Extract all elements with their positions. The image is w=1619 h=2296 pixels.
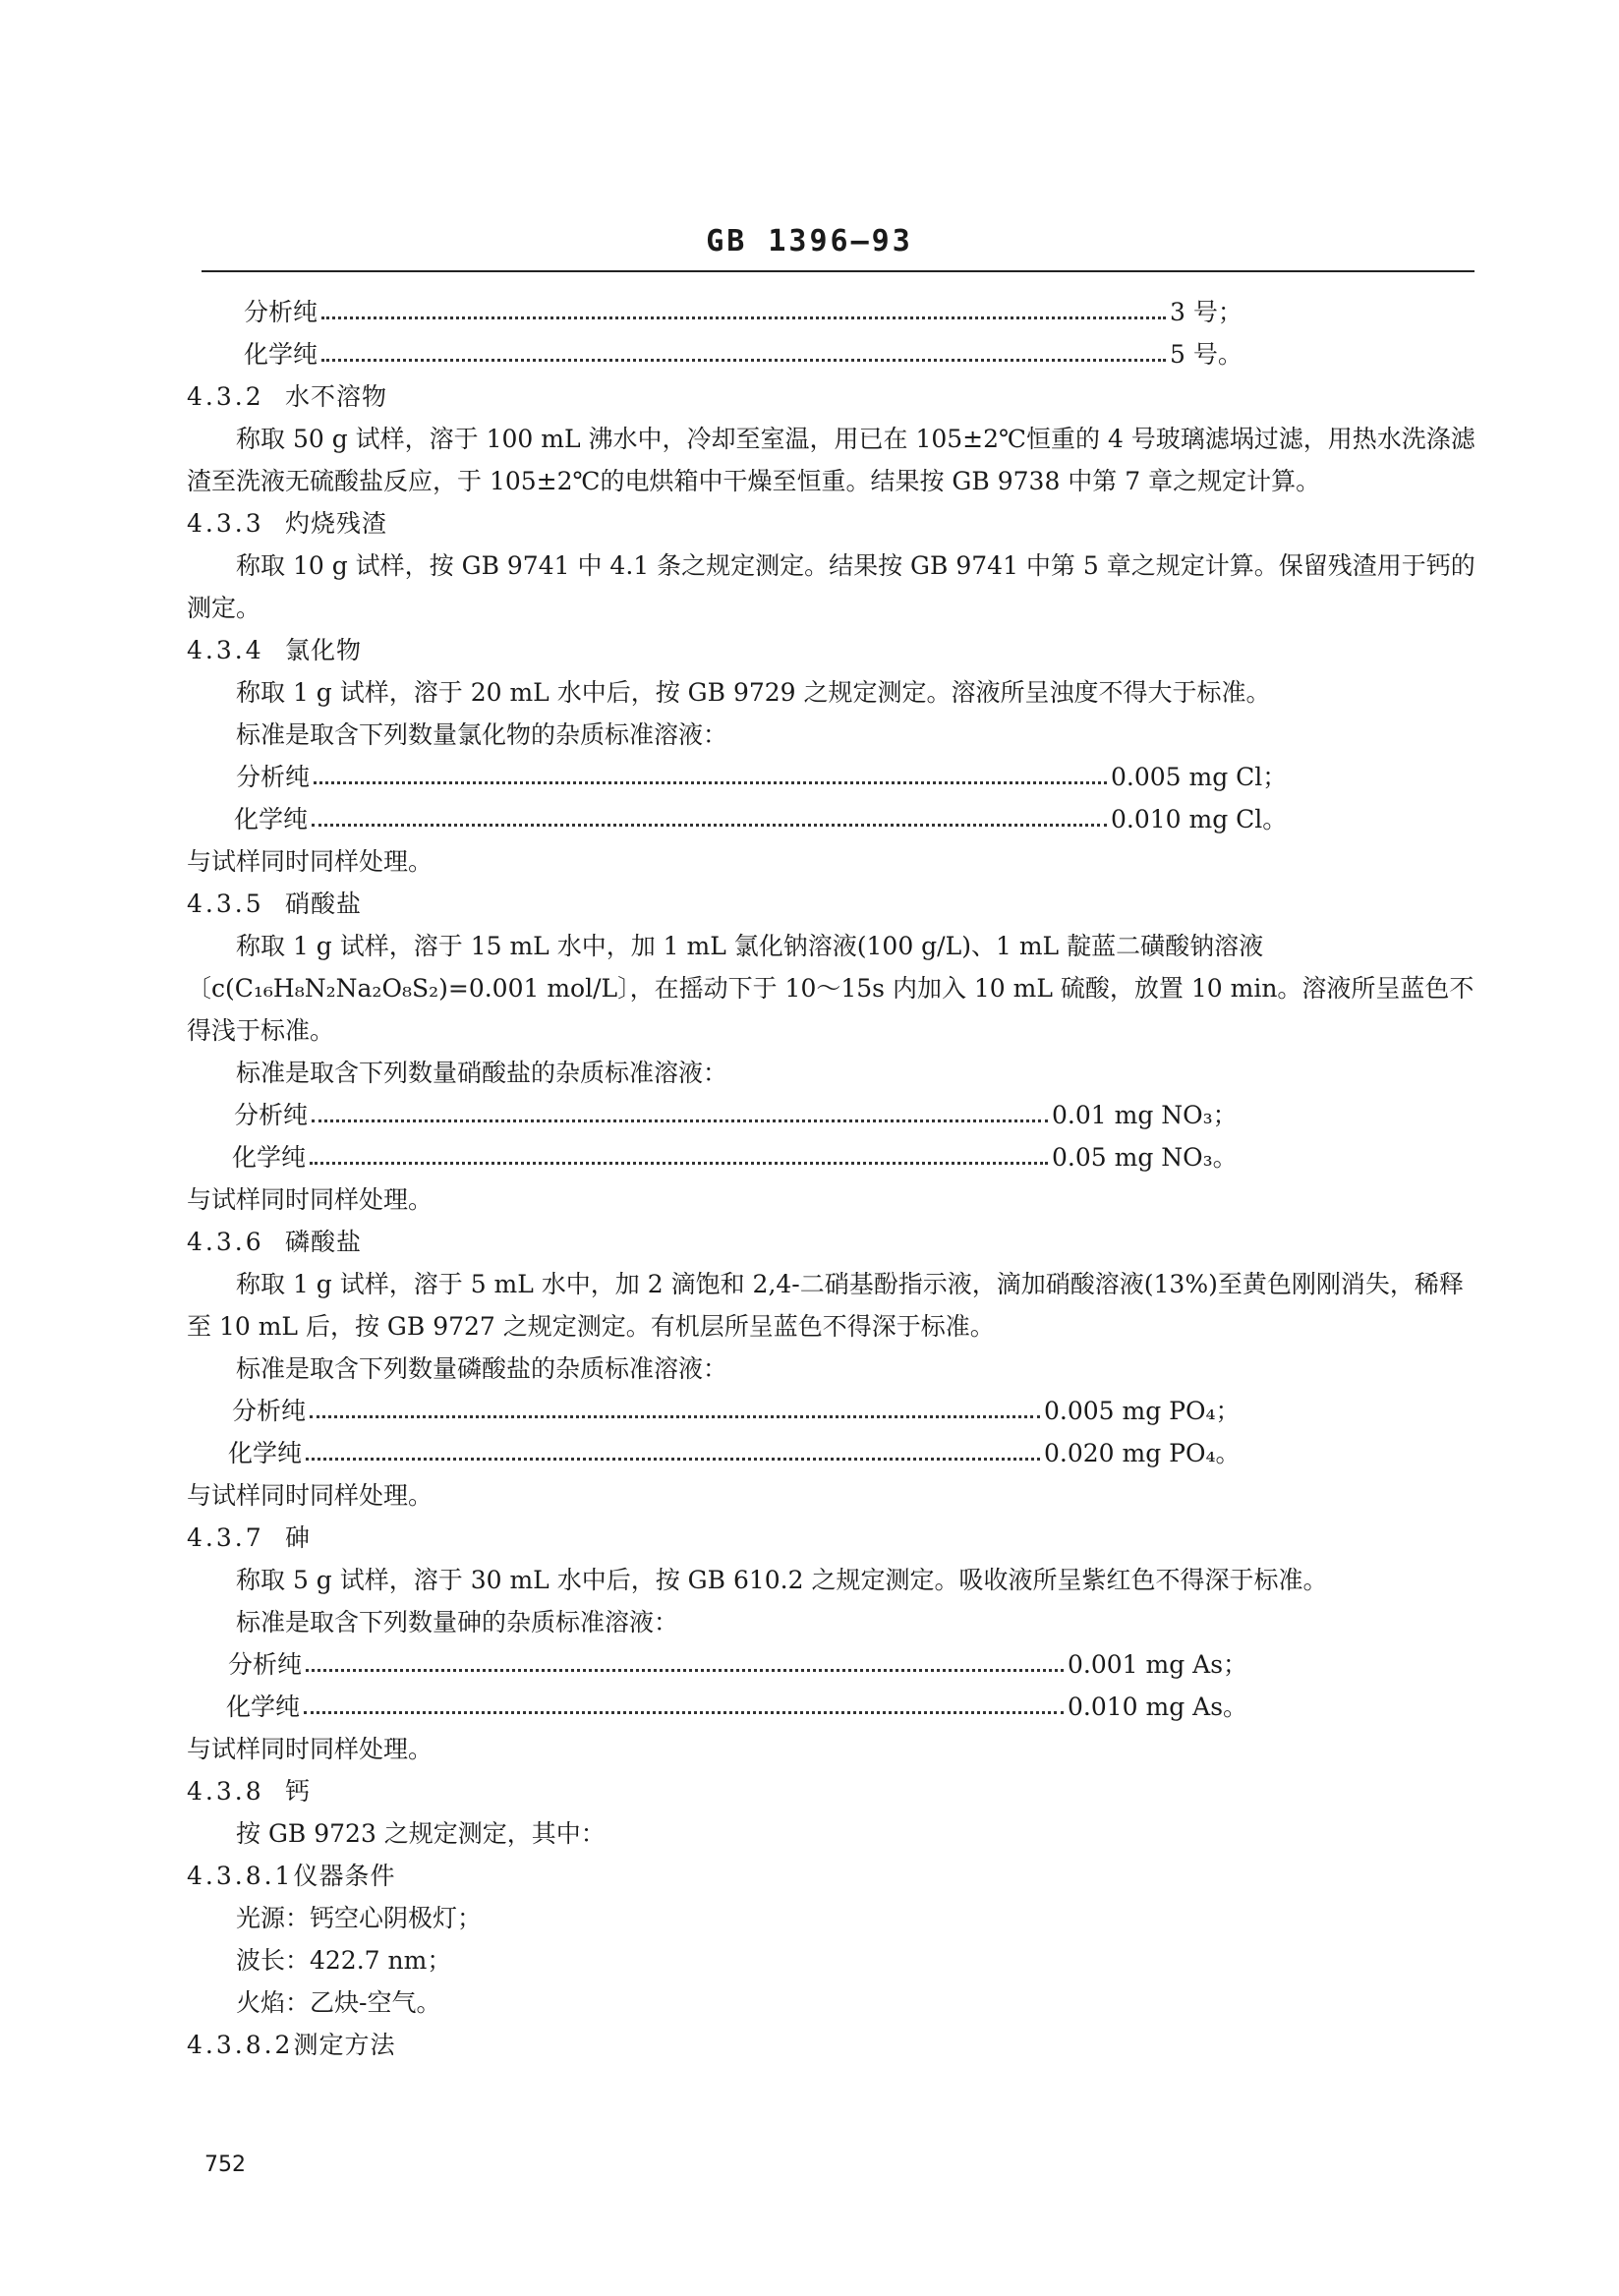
grade-label: 化学纯: [228, 1439, 303, 1467]
section-title: 仪器条件: [293, 1862, 396, 1890]
section-number: 4.3.6: [187, 1228, 264, 1256]
grade-line: [187, 333, 1476, 375]
indented-line: 波长：422.7 nm；: [236, 1946, 452, 1975]
section-heading-4-3-8-2: [187, 2024, 1476, 2066]
grade-line: [187, 756, 1476, 798]
section-title: 水不溶物: [285, 382, 388, 411]
section-heading-4-3-3: [187, 502, 1476, 545]
plain-line: 与试样同时同样处理。: [187, 1481, 434, 1510]
document-header: GB 1396—93: [706, 224, 913, 258]
section-title: 测定方法: [293, 2031, 396, 2059]
grade-value: 0.005 mg PO₄；: [1044, 1397, 1241, 1425]
grade-value: 5 号。: [1170, 340, 1243, 369]
dot-leader: [312, 1119, 1048, 1122]
page-number: 752: [204, 2152, 246, 2177]
grade-label: 分析纯: [236, 763, 311, 791]
indented-line: 称取 1 g 试样，溶于 20 mL 水中后，按 GB 9729 之规定测定。溶液所呈浊度不得大于标准。: [236, 678, 1271, 707]
section-heading-4-3-5: [187, 883, 1476, 925]
dot-leader: [321, 359, 1166, 362]
indented-line: 火焰：乙炔-空气。: [236, 1988, 441, 2017]
section-title: 钙: [285, 1777, 312, 1806]
grade-label: 化学纯: [226, 1693, 301, 1721]
plain-line: 与试样同时同样处理。: [187, 847, 434, 876]
section-heading-4-3-2: [187, 375, 1476, 418]
paragraph: 称取 10 g 试样，按 GB 9741 中 4.1 条之规定测定。结果按 GB 9741 中第 5 章之规定计算。保留残渣用于钙的测定。: [187, 551, 1475, 622]
section-number: 4.3.4: [187, 636, 264, 664]
grade-line: [187, 1136, 1476, 1178]
grade-label: 化学纯: [244, 340, 318, 369]
paragraph: 称取 1 g 试样，溶于 15 mL 水中，加 1 mL 氯化钠溶液(100 g/L)、1 mL 靛蓝二磺酸钠溶液〔c(C₁₆H₈N₂Na₂O₈S₂)=0.001 mol/L〕，在摇动下于 10～15s 内加入 10 mL 硫酸，放置 10 min。溶液所呈蓝色不得浅于标准。: [187, 932, 1474, 1045]
dot-leader: [304, 1711, 1064, 1714]
dot-leader: [306, 1669, 1064, 1672]
indented-line: 标准是取含下列数量硝酸盐的杂质标准溶液：: [236, 1059, 728, 1087]
grade-label: 分析纯: [244, 298, 318, 326]
indented-line: 光源：钙空心阴极灯；: [236, 1904, 483, 1932]
dot-leader: [310, 1162, 1048, 1165]
indented-line: 称取 5 g 试样，溶于 30 mL 水中后，按 GB 610.2 之规定测定。吸收液所呈紫红色不得深于标准。: [236, 1566, 1328, 1594]
grade-label: 分析纯: [234, 1101, 309, 1129]
dot-leader: [306, 1458, 1040, 1461]
grade-line: [187, 1390, 1476, 1432]
plain-line: 与试样同时同样处理。: [187, 1185, 434, 1214]
plain-line: 与试样同时同样处理。: [187, 1735, 434, 1763]
paragraph: 称取 50 g 试样，溶于 100 mL 沸水中，冷却至室温，用已在 105±2℃恒重的 4 号玻璃滤埚过滤，用热水洗涤滤渣至洗液无硫酸盐反应，于 105±2℃的电烘箱中干燥至恒重。结果按 GB 9738 中第 7 章之规定计算。: [187, 425, 1475, 495]
grade-value: 0.05 mg NO₃。: [1052, 1143, 1238, 1172]
section-heading-4-3-8: [187, 1770, 1476, 1812]
section-heading-4-3-6: [187, 1221, 1476, 1263]
grade-label: 化学纯: [234, 805, 309, 833]
grade-line: [187, 1643, 1476, 1686]
indented-line: 标准是取含下列数量氯化物的杂质标准溶液：: [236, 720, 728, 749]
section-title: 灼烧残渣: [285, 509, 388, 538]
dot-leader: [310, 1415, 1040, 1418]
grade-line: [187, 1432, 1476, 1474]
section-title: 磷酸盐: [285, 1228, 363, 1256]
section-number: 4.3.7: [187, 1523, 264, 1552]
section-title: 氯化物: [285, 636, 363, 664]
grade-label: 分析纯: [228, 1650, 303, 1679]
indented-line: 标准是取含下列数量磷酸盐的杂质标准溶液：: [236, 1354, 728, 1383]
dot-leader: [314, 781, 1107, 784]
grade-value: 0.010 mg As。: [1068, 1693, 1248, 1721]
grade-value: 0.005 mg Cl；: [1111, 763, 1288, 791]
document-body: [187, 291, 1476, 2066]
grade-value: 0.010 mg Cl。: [1111, 805, 1288, 833]
section-heading-4-3-7: [187, 1517, 1476, 1559]
section-heading-4-3-4: [187, 629, 1476, 671]
dot-leader: [312, 824, 1107, 827]
section-number: 4.3.8: [187, 1777, 264, 1806]
grade-line: [187, 1686, 1476, 1728]
grade-value: 0.01 mg NO₃；: [1052, 1101, 1238, 1129]
section-title: 硝酸盐: [285, 890, 363, 918]
grade-value: 3 号；: [1170, 298, 1243, 326]
grade-value: 0.001 mg As；: [1068, 1650, 1248, 1679]
section-heading-4-3-8-1: [187, 1855, 1476, 1897]
section-number: 4.3.8.2: [187, 2031, 294, 2059]
section-number: 4.3.2: [187, 382, 264, 411]
grade-line: [187, 798, 1476, 840]
section-number: 4.3.3: [187, 509, 264, 538]
grade-line: [187, 291, 1476, 333]
section-number: 4.3.5: [187, 890, 264, 918]
indented-line: 按 GB 9723 之规定测定，其中：: [236, 1819, 606, 1848]
header-rule: [202, 270, 1474, 272]
grade-label: 分析纯: [232, 1397, 307, 1425]
grade-line: [187, 1094, 1476, 1136]
indented-line: 标准是取含下列数量砷的杂质标准溶液：: [236, 1608, 679, 1636]
section-number: 4.3.8.1: [187, 1862, 294, 1890]
paragraph: 称取 1 g 试样，溶于 5 mL 水中，加 2 滴饱和 2,4-二硝基酚指示液，滴加硝酸溶液(13%)至黄色刚刚消失，稀释至 10 mL 后，按 GB 9727 之规定测定。有机层所呈蓝色不得深于标准。: [187, 1270, 1464, 1341]
grade-value: 0.020 mg PO₄。: [1044, 1439, 1241, 1467]
dot-leader: [321, 316, 1166, 319]
section-title: 砷: [285, 1523, 312, 1552]
grade-label: 化学纯: [232, 1143, 307, 1172]
